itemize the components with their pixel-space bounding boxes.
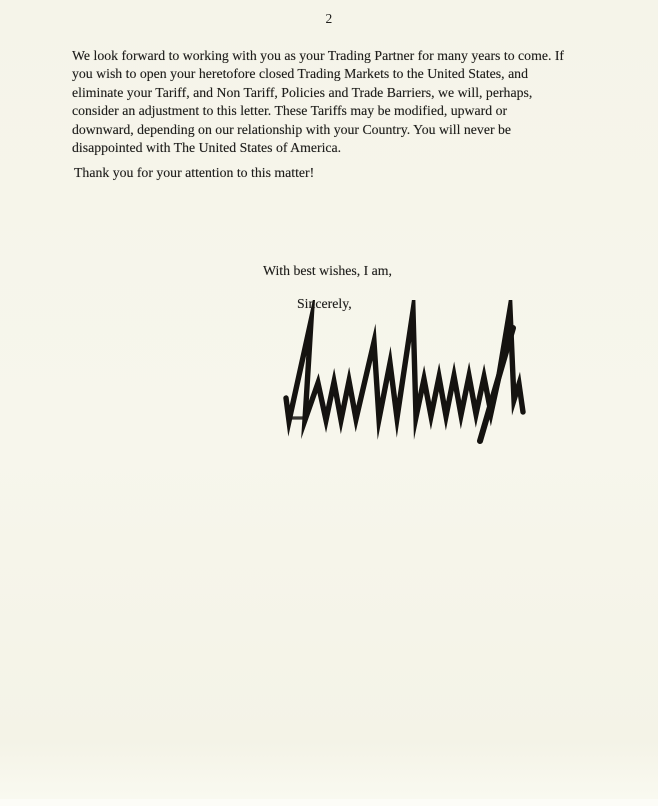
body-line: disappointed with The United States of America. (72, 140, 342, 156)
body-line: We look forward to working with you as your Trading Partner for many years to come. If (72, 48, 565, 63)
body-line: downward, depending on our relationship with your Country. You will never be (72, 121, 512, 137)
page-number: 2 (325, 11, 333, 26)
signature-image (280, 300, 530, 450)
body-line: you wish to open your heretofore closed Trading Markets to the United States, and (72, 66, 528, 82)
scan-bottom-edge (0, 799, 658, 806)
closing-sincerely-line: Sincerely, (297, 296, 352, 311)
closing-wishes-line: With best wishes, I am, (263, 263, 392, 278)
body-paragraph (72, 47, 612, 157)
thanks-line: Thank you for your attention to this matter! (74, 165, 315, 180)
body-line: consider an adjustment to this letter. These Tariffs may be modified, upward or (72, 103, 508, 119)
body-line: eliminate your Tariff, and Non Tariff, Policies and Trade Barriers, we will, perhaps, (72, 84, 533, 100)
